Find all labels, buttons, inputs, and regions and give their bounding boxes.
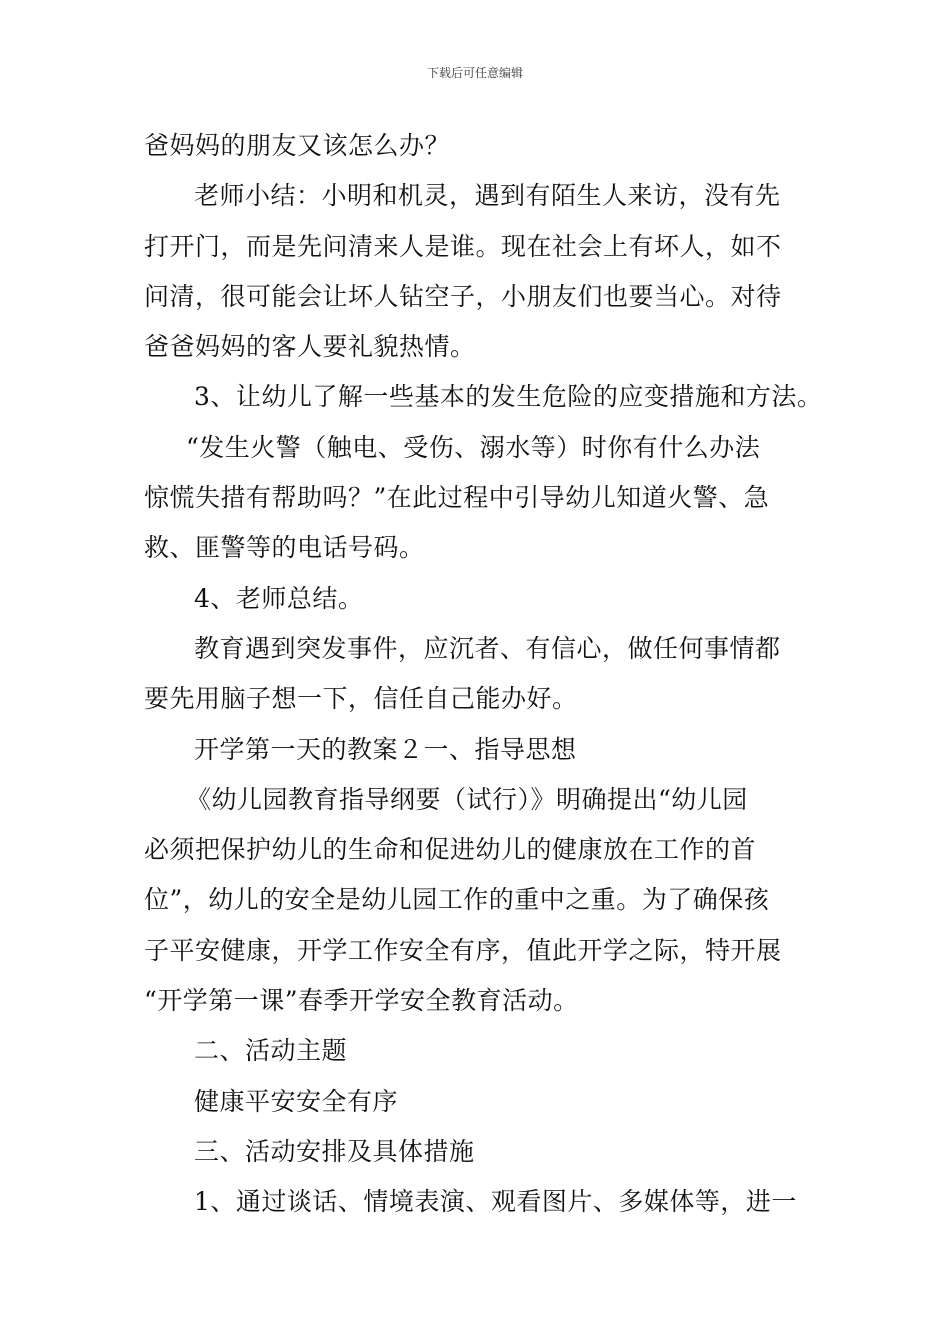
page-header: 下载后可任意编辑 [426, 66, 523, 80]
section-heading: 开学第一天的教案２一、指导思想 [194, 734, 577, 764]
text-line: 老师小结：小明和机灵，遇到有陌生人来访，没有先 [194, 181, 781, 211]
text-line: 3、让幼儿了解一些基本的发生危险的应变措施和方法。 [194, 382, 823, 412]
text-line: 惊慌失措有帮助吗？”在此过程中引导幼儿知道火警、急 [144, 483, 770, 513]
text-line: 问清，很可能会让坏人钻空子，小朋友们也要当心。对待 [144, 281, 782, 311]
text-line: 爸妈妈的朋友又该怎么办？ [144, 131, 451, 160]
text-line: 必须把保护幼儿的生命和促进幼儿的健康放在工作的首 [144, 835, 757, 865]
text-line: 打开门，而是先问清来人是谁。现在社会上有坏人，如不 [144, 231, 782, 261]
text-line: 位”，幼儿的安全是幼儿园工作的重中之重。为了确保孩 [144, 885, 770, 915]
text-line: “开学第一课”春季开学安全教育活动。 [144, 986, 579, 1016]
section-heading: 三、活动安排及具体措施 [194, 1136, 475, 1166]
text-line: 4、老师总结。 [194, 583, 364, 613]
text-line: “发生火警（触电、受伤、溺水等）时你有什么办法 [186, 432, 761, 462]
text-line: 要先用脑子想一下，信任自己能办好。 [144, 684, 578, 714]
section-heading: 二、活动主题 [194, 1036, 348, 1066]
text-line: 救、匪警等的电话号码。 [144, 533, 425, 563]
text-line: 《幼儿园教育指导纲要（试行）》明确提出“幼儿园 [186, 784, 748, 814]
text-line: 子平安健康，开学工作安全有序，值此开学之际，特开展 [144, 935, 782, 965]
document-body [144, 124, 823, 1231]
text-line: 爸爸妈妈的客人要礼貌热情。 [144, 332, 476, 362]
text-line: 教育遇到突发事件，应沉者、有信心，做任何事情都 [194, 633, 781, 663]
text-line: 健康平安安全有序 [194, 1086, 399, 1116]
text-line: 1、通过谈话、情境表演、观看图片、多媒体等，进一 [194, 1187, 797, 1217]
